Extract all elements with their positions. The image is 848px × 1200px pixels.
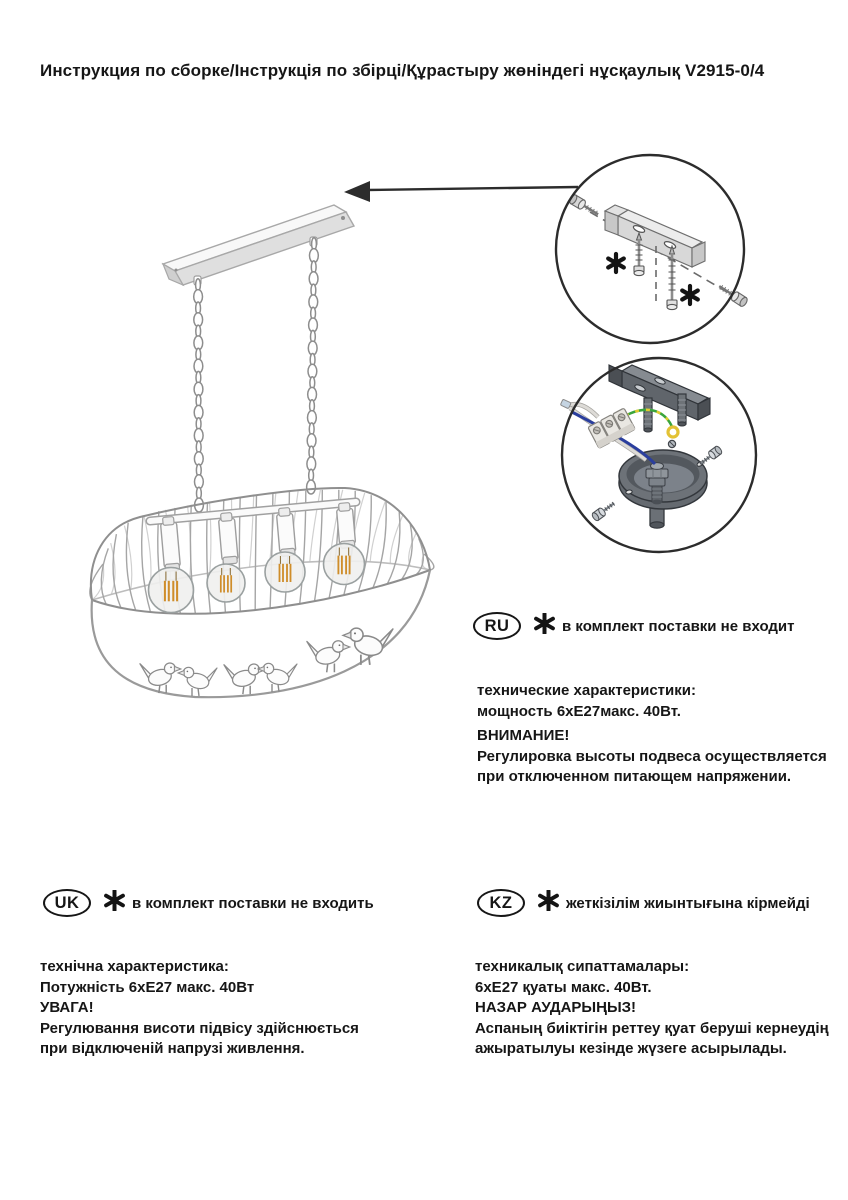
bulb-socket (336, 502, 356, 548)
warning-line: Аспаның биіктігін реттеу қуат беруші кернеудің (475, 1019, 829, 1037)
asterisk-icon (104, 890, 125, 911)
suspension-chain-left (194, 279, 204, 512)
page-title: Инструкция по сборке/Інструкція по збірці/Құрастыру жөніндегі нұсқаулық V2915-0/4 (40, 61, 765, 80)
cage-shade (90, 488, 434, 614)
threaded-stud (678, 394, 686, 426)
bulb-socket (160, 516, 181, 571)
spec-line: 6хЕ27 қуаты макс. 40Вт. (475, 978, 652, 996)
warning-title: УВАГА! (40, 999, 94, 1016)
lang-badge-uk: UK (43, 889, 91, 917)
bulb-socket (218, 512, 238, 564)
warning-line: Регулировка высоты подвеса осуществляется (477, 747, 827, 765)
warning-line: при відключеній напрузі живлення. (40, 1040, 305, 1057)
note-row-uk (43, 889, 374, 917)
filament-bulb (265, 552, 305, 592)
plate-screw-dot (341, 216, 345, 220)
bird-figurine (307, 641, 350, 673)
not-included-note-ru: в комплект поставки не входит (562, 617, 795, 635)
spec-line: технические характеристики: (477, 682, 696, 699)
callout-arrow-icon (344, 181, 578, 202)
cable-end (560, 399, 571, 409)
suspension-chain-right (307, 238, 319, 494)
asterisk-icon (538, 890, 559, 911)
filament-bulb (324, 544, 365, 585)
spec-line: технічна характеристика: (40, 958, 229, 975)
plate-screw-dot (175, 269, 178, 272)
specs-uk (40, 957, 359, 1060)
warning-line: Регулювання висоти підвісу здійснюється (40, 1019, 359, 1037)
ceiling-plate (163, 205, 354, 285)
not-included-note-uk: в комплект поставки не входить (132, 894, 374, 912)
spec-line: Потужність 6хЕ27 макс. 40Вт (40, 978, 255, 996)
bird-figurines (140, 628, 393, 696)
lang-badge-kz: KZ (477, 889, 525, 917)
bulb-socket (276, 507, 296, 556)
specs-ru (477, 681, 827, 788)
specs-kz (475, 957, 829, 1060)
filament-bulb (149, 568, 194, 613)
not-included-note-kz: жеткізілім жиынтығына кірмейді (566, 894, 810, 912)
lower-hoop (92, 570, 430, 697)
filament-bulb (207, 564, 245, 602)
spec-line: техникалық сипаттамалары: (475, 958, 690, 975)
bird-figurine (178, 667, 217, 696)
bird-figurine (258, 663, 297, 692)
detail-circle-bracket (556, 155, 749, 343)
warning-line: при отключенном питающем напряжении. (477, 768, 792, 785)
note-row-kz (477, 889, 810, 917)
threaded-stud (644, 398, 652, 432)
lang-badge-ru: RU (473, 612, 521, 640)
spec-line: мощность 6хЕ27макс. 40Вт. (477, 702, 681, 720)
warning-line: ажыратылуы кезінде жүзеге асырылады. (475, 1040, 787, 1057)
warning-title: НАЗАР АУДАРЫҢЫЗ! (475, 999, 637, 1016)
detail-circle-canopy (560, 358, 756, 552)
note-row-ru (473, 612, 795, 640)
asterisk-icon (534, 613, 555, 634)
warning-title: ВНИМАНИЕ! (477, 727, 570, 744)
